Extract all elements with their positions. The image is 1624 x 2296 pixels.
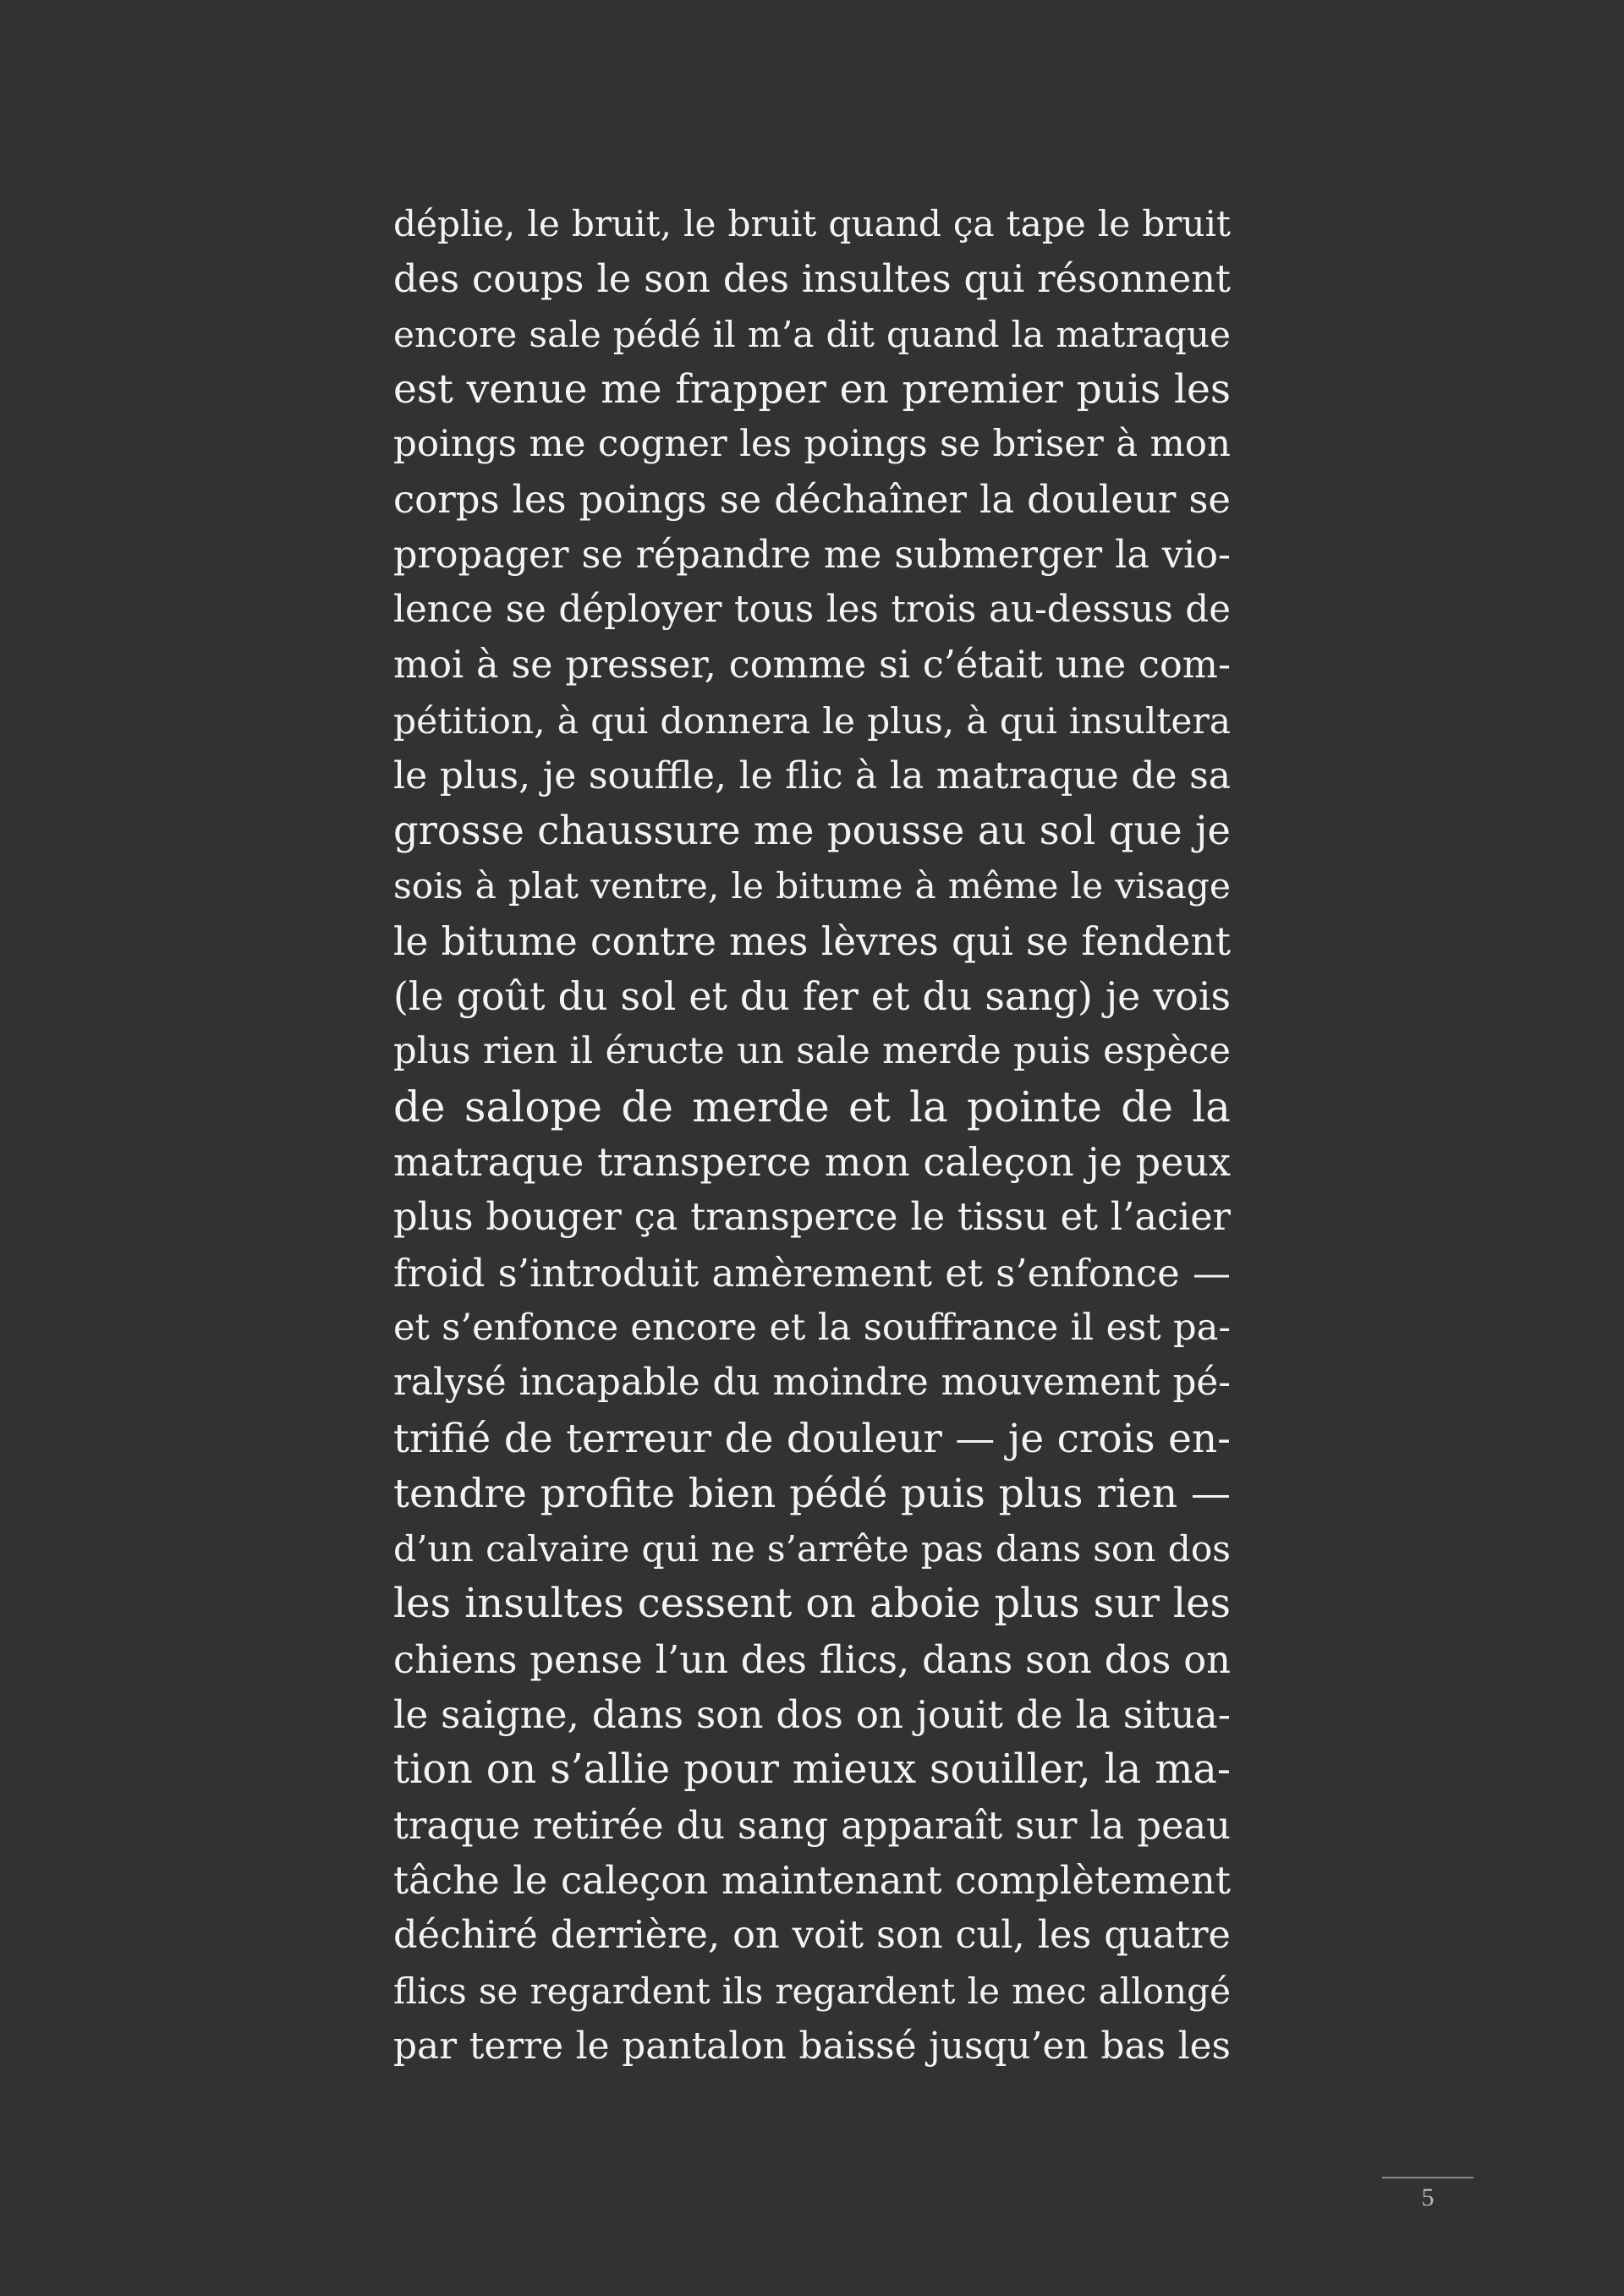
text-line: poings me cogner les poings se briser à mon — [393, 423, 1231, 466]
text-line: est venue me frapper en premier puis les — [393, 365, 1231, 413]
text-line: les insultes cessent on aboie plus sur les — [393, 1581, 1231, 1628]
text-line: par terre le pantalon baissé jusqu’en bas les — [393, 2024, 1231, 2068]
text-line: plus bouger ça transperce le tissu et l’acier — [393, 1195, 1231, 1240]
text-line: pétition, à qui donnera le plus, à qui insultera — [393, 699, 1231, 742]
text-line: et s’enfonce encore et la souffrance il est pa- — [393, 1306, 1231, 1349]
text-line: traque retirée du sang apparaît sur la peau — [393, 1802, 1231, 1848]
text-line: lence se déployer tous les trois au-dessus de — [393, 589, 1231, 632]
text-line: froid s’introduit amèrement et s’enfonce — — [393, 1250, 1231, 1296]
text-line: tendre profite bien pédé puis plus rien — — [393, 1470, 1231, 1517]
text-line: tion on s’allie pour mieux souiller, la ma- — [393, 1746, 1231, 1794]
text-line: déchiré derrière, on voit son cul, les quatre — [393, 1913, 1231, 1958]
text-line: matraque transperce mon caleçon je peux — [393, 1139, 1231, 1186]
text-line: moi à se presser, comme si c’était une com- — [393, 644, 1231, 688]
text-line: le saigne, dans son dos on jouit de la situa- — [393, 1692, 1231, 1738]
text-line: tâche le caleçon maintenant complètement — [393, 1857, 1231, 1903]
text-line: grosse chaussure me pousse au sol que je — [393, 808, 1231, 854]
folio-rule — [1382, 2177, 1473, 2178]
body-text — [393, 196, 1231, 2074]
text-line: (le goût du sol et du fer et du sang) je vois — [393, 973, 1231, 1020]
text-line: trifié de terreur de douleur — je crois en- — [393, 1415, 1231, 1462]
text-line: sois à plat ventre, le bitume à même le visage — [393, 865, 1231, 907]
text-line: le bitume contre mes lèvres qui se fendent — [393, 918, 1231, 964]
text-line: chiens pense l’un des flics, dans son dos on — [393, 1636, 1231, 1682]
text-line: flics se regardent ils regardent le mec allongé — [393, 1970, 1231, 2012]
text-line: corps les poings se déchaîner la douleur se — [393, 477, 1231, 523]
text-line: déplie, le bruit, le bruit quand ça tape le bruit — [393, 203, 1231, 244]
text-line: le plus, je souffle, le flic à la matraque de sa — [393, 753, 1231, 797]
text-line: encore sale pédé il m’a dit quand la matraque — [393, 313, 1231, 355]
text-line: des coups le son des insultes qui résonnent — [393, 256, 1231, 302]
page-number: 5 — [1421, 2184, 1435, 2211]
text-line: ralysé incapable du moindre mouvement pé- — [393, 1362, 1231, 1405]
text-line: propager se répandre me submerger la vio- — [393, 533, 1231, 577]
text-line: plus rien il éructe un sale merde puis espèce — [393, 1030, 1231, 1073]
text-line: d’un calvaire qui ne s’arrête pas dans son dos — [393, 1528, 1231, 1570]
text-line: de salope de merde et la pointe de la — [393, 1082, 1231, 1132]
